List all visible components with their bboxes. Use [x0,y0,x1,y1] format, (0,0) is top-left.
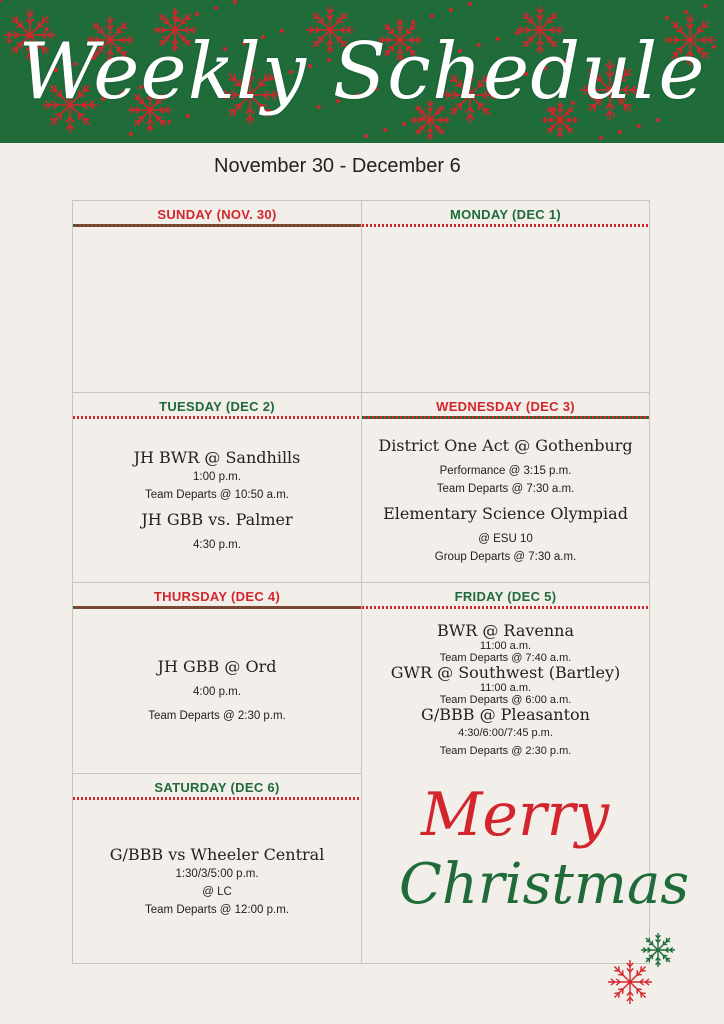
event-detail: Team Departs @ 2:30 p.m. [148,710,286,722]
day-cell-saturday [73,773,362,963]
day-header-wednesday: WEDNESDAY (DEC 3) [362,393,649,419]
event-detail: 4:30/6:00/7:45 p.m. [458,727,553,739]
event-title: District One Act @ Gothenburg [378,435,633,455]
day-header-monday: MONDAY (DEC 1) [362,201,649,227]
day-body-friday [362,609,649,773]
day-header-tuesday: TUESDAY (DEC 2) [73,393,361,419]
day-header-saturday: SATURDAY (DEC 6) [73,774,361,800]
day-cell-tuesday [73,392,362,582]
event-title: JH GBB vs. Palmer [141,509,293,529]
event-detail: @ ESU 10 [478,532,533,545]
day-cell-monday [362,201,649,392]
event-detail: Team Departs @ 6:00 a.m. [439,694,572,706]
day-body-monday [362,227,649,392]
header-banner [0,0,724,143]
day-body-sunday [73,227,361,392]
day-body-tuesday [73,419,361,582]
event-detail: 11:00 a.m. [479,640,532,652]
event-title: G/BBB @ Pleasanton [421,705,590,724]
event-detail: Team Departs @ 7:30 a.m. [436,482,575,495]
event-title: JH GBB @ Ord [157,657,277,676]
day-body-saturday [73,800,361,963]
event-detail: Team Departs @ 7:40 a.m. [439,652,572,664]
event [110,845,325,919]
event-detail: Performance @ 3:15 p.m. [439,464,572,477]
day-body-thursday [73,609,361,773]
event-detail: Group Departs @ 7:30 a.m. [434,550,577,563]
day-cell-wednesday [362,392,649,582]
snowflake-icon [641,933,675,967]
event [421,706,590,760]
day-cell-thursday [73,582,362,773]
snowflake-icon [600,930,680,1010]
event-detail: 4:30 p.m. [193,538,241,551]
event-title: Elementary Science Olympiad [383,503,628,523]
day-cell-friday [362,582,649,773]
event [141,510,292,554]
day-header-sunday: SUNDAY (NOV. 30) [73,201,361,227]
event [437,622,574,664]
day-cell-sunday [73,201,362,392]
event-detail: 4:00 p.m. [193,686,241,698]
event-detail: 1:30/3/5:00 p.m. [175,867,259,880]
event [391,664,620,706]
event-title: G/BBB vs Wheeler Central [109,844,325,864]
event-title: GWR @ Southwest (Bartley) [390,663,621,682]
event [148,657,286,725]
event-detail: Team Departs @ 10:50 a.m. [144,488,289,501]
event-title: JH BWR @ Sandhills [133,447,301,467]
page-title: Weekly Schedule [18,26,706,117]
greeting-line-christmas: Christmas [399,852,690,917]
event [378,436,632,498]
event [134,448,301,504]
greeting-line-merry: Merry [421,780,610,850]
day-body-wednesday [362,419,649,582]
event-title: BWR @ Ravenna [436,621,575,640]
event-detail: Team Departs @ 2:30 p.m. [439,745,572,757]
event-detail: 1:00 p.m. [193,470,241,483]
schedule-grid [72,200,690,964]
event-detail: Team Departs @ 12:00 p.m. [145,903,289,916]
day-header-friday: FRIDAY (DEC 5) [362,583,649,609]
snowflake-icon [608,960,652,1004]
event-detail: @ LC [202,885,232,898]
date-range: November 30 - December 6 [214,155,461,177]
day-header-thursday: THURSDAY (DEC 4) [73,583,361,609]
event-detail: 11:00 a.m. [479,682,532,694]
event [383,504,628,566]
